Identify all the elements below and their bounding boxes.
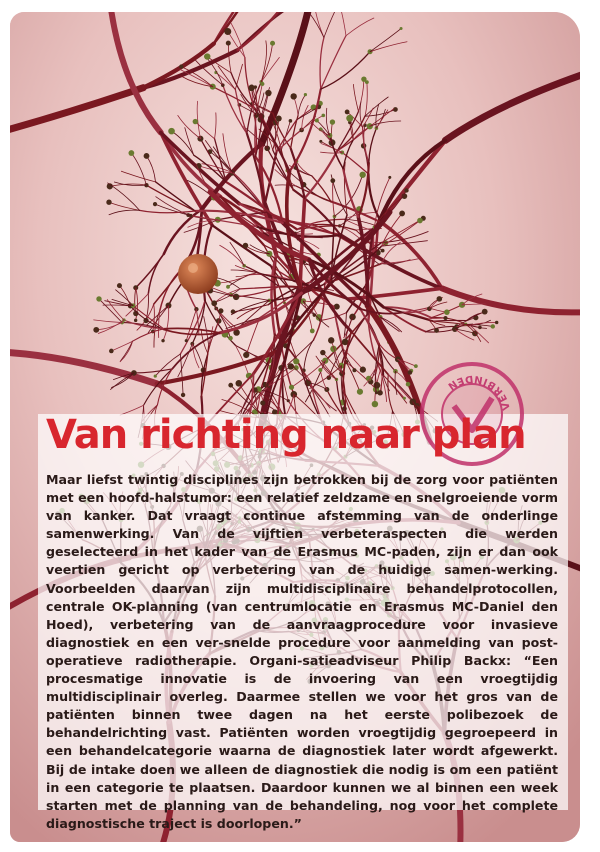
stamp-text: VERBINDEN [443, 372, 513, 412]
article-body: Maar liefst twintig disciplines zijn betrokken bij de zorg voor patiënten met een hoofd-halstumor: een relatief zeldzame en snelgroeiende vorm van kanker. Dat vraagt continue afstemming van de onderlinge samenwerking. Van de vijftien verbeteraspecten die werden geselecteerd in het kader van de Erasmus MC-paden, zijn er dan ook veertien gericht op verbetering van de huidige samen-werking. Voorbeelden daarvan zijn multidisciplinaire behandelprotocollen, centrale OK-planning (van centrumlocatie en Erasmus MC-Daniel den Hoed), verbetering van de aanvraagprocedure voor invasieve diagnostiek en een ver-snelde procedure voor aanmelding van post-operatieve radiotherapie. Organi-satieadviseur Philip Backx: “Een procesmatige innovatie is de invoering van een vroegtijdig multidisciplinair overleg. Daarmee stellen we voor het gros van de patiënten binnen twee dagen na het eerste polibezoek de behandelrichting vast. Patiënten worden vroegtijdig gegroepeerd in een behandelcategorie waarna de diagnostiek later wordt afgewerkt. Bij de intake doen we alleen de diagnostiek die nodig is om een patiënt in een categorie te plaatsen. Daardoor kunnen we al binnen een week starten met de planning van de behandeling, nog voor het complete diagnostische traject is doorlopen.” [46, 472, 558, 831]
article-title: Van richting naar plan [46, 412, 526, 458]
